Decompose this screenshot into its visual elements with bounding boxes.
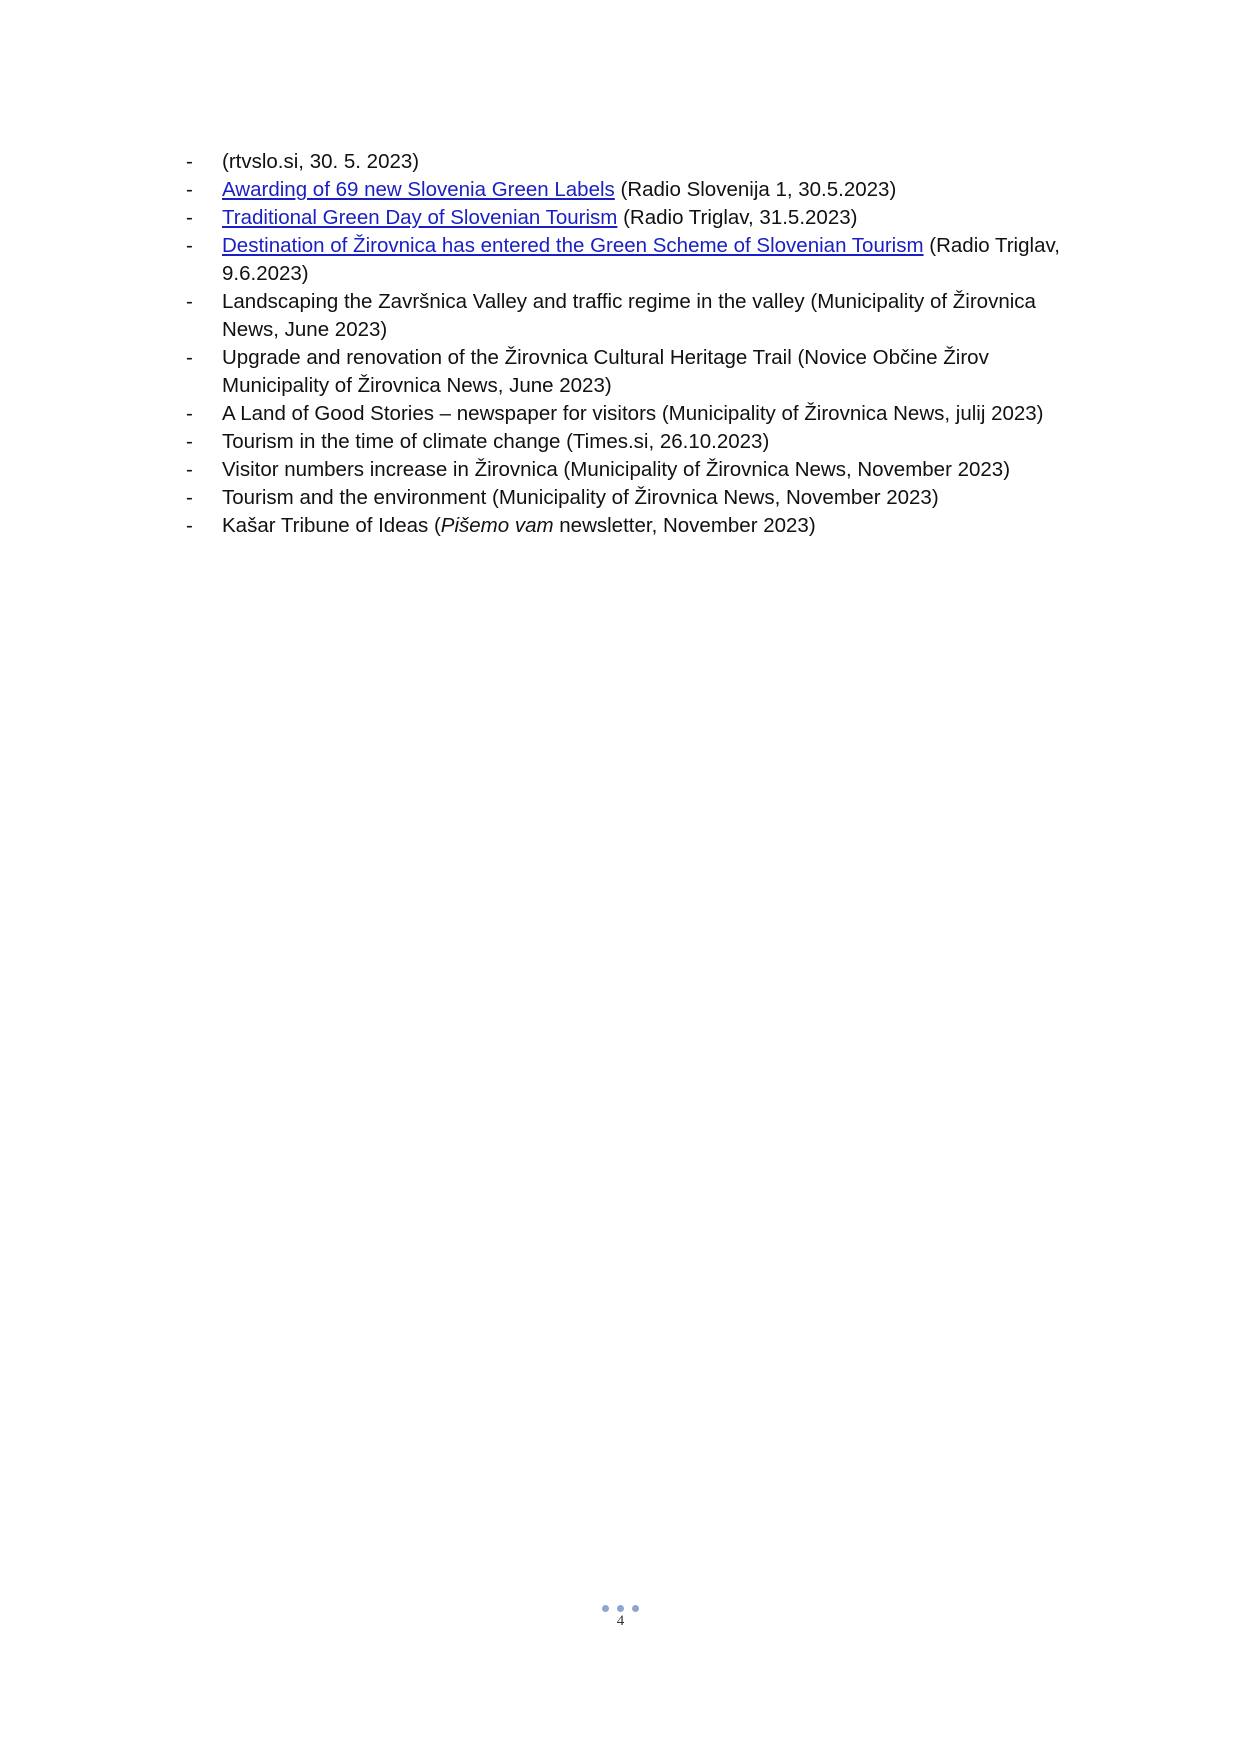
item-text: A Land of Good Stories – newspaper for visitors (Municipality of Žirovnica News, julij 2023) — [222, 402, 1044, 425]
item-text: Kašar Tribune of Ideas ( — [222, 514, 441, 537]
bullet-dash: - — [186, 430, 193, 453]
list-item — [186, 232, 1091, 288]
item-text: Tourism in the time of climate change (Times.si, 26.10.2023) — [222, 430, 770, 453]
item-text: Visitor numbers increase in Žirovnica (Municipality of Žirovnica News, November 2023) — [222, 458, 1011, 481]
item-text: Upgrade and renovation of the Žirovnica Cultural Heritage Trail (Novice Občine Žirov Municipality of Žirovnica News, June 2023) — [222, 346, 989, 397]
bullet-dash: - — [186, 514, 193, 537]
list-item — [186, 400, 1091, 428]
list-item — [186, 512, 1091, 540]
dot-icon — [602, 1605, 609, 1612]
list-item — [186, 288, 1091, 344]
bullet-dash: - — [186, 206, 193, 229]
page-number: 4 — [616, 1613, 625, 1629]
list-item — [186, 176, 1091, 204]
item-link[interactable]: Traditional Green Day of Slovenian Tourism — [222, 206, 618, 229]
dot-icon — [617, 1605, 624, 1612]
list-item — [186, 484, 1091, 512]
list-item — [186, 204, 1091, 232]
list-item — [186, 456, 1091, 484]
reference-list — [186, 148, 1091, 540]
page-footer — [0, 1605, 1241, 1629]
bullet-dash: - — [186, 290, 193, 313]
bullet-dash: - — [186, 346, 193, 369]
item-text: (Radio Triglav, 9.6.2023) — [222, 234, 1060, 285]
bullet-dash: - — [186, 234, 193, 257]
item-link[interactable]: Awarding of 69 new Slovenia Green Labels — [222, 178, 615, 201]
item-link[interactable]: Destination of Žirovnica has entered the Green Scheme of Slovenian Tourism — [222, 234, 924, 257]
bullet-dash: - — [186, 486, 193, 509]
item-text: newsletter, November 2023) — [553, 514, 816, 537]
list-item — [186, 428, 1091, 456]
bullet-dash: - — [186, 178, 193, 201]
bullet-dash: - — [186, 458, 193, 481]
footer-dots-ornament — [0, 1605, 1241, 1612]
bullet-dash: - — [186, 402, 193, 425]
dot-icon — [632, 1605, 639, 1612]
item-text: Landscaping the Završnica Valley and traffic regime in the valley (Municipality of Žirovnica News, June 2023) — [222, 290, 1036, 341]
item-text: (Radio Triglav, 31.5.2023) — [617, 206, 858, 229]
bullet-dash: - — [186, 150, 193, 173]
item-text: Tourism and the environment (Municipality of Žirovnica News, November 2023) — [222, 486, 939, 509]
newsletter-name: Pišemo vam — [440, 514, 554, 537]
item-text: (rtvslo.si, 30. 5. 2023) — [222, 150, 420, 173]
list-item — [186, 148, 1091, 176]
list-item — [186, 344, 1091, 400]
item-text: (Radio Slovenija 1, 30.5.2023) — [614, 178, 897, 201]
